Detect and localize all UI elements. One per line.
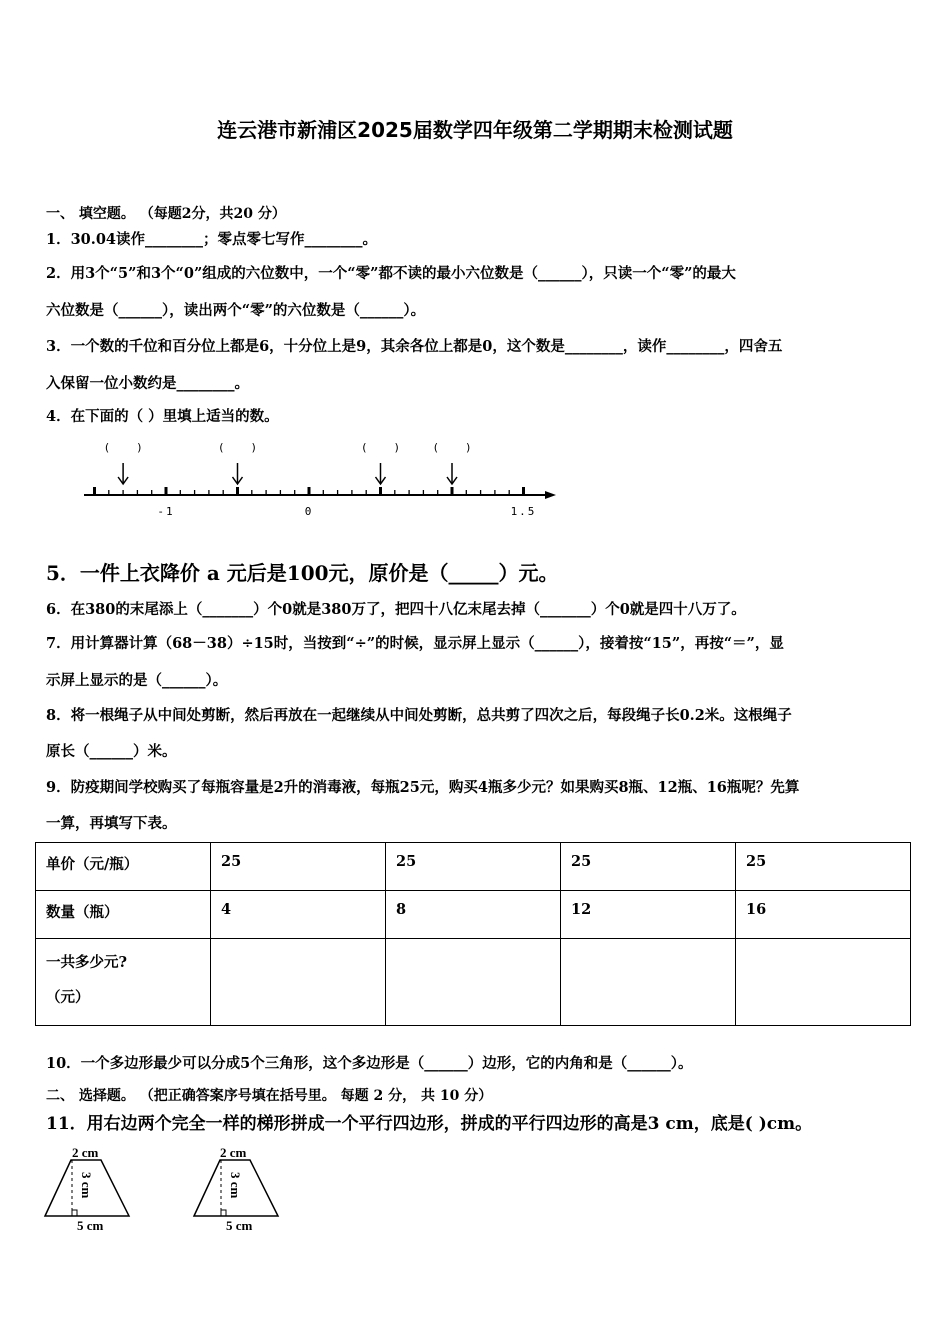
table-cell: 25 — [221, 853, 242, 870]
answer-blank: ( ) — [219, 441, 256, 454]
question-7-line-1: 7．用计算器计算（68－38）÷15时，当按到“÷”的时候，显示屏上显示（______），接着按“15”，再按“＝”，显 — [46, 635, 784, 652]
tick-label: 0 — [304, 505, 314, 518]
answer-blank: ( ) — [362, 441, 399, 454]
top-label: 2 cm — [72, 1145, 99, 1160]
table-row — [36, 939, 911, 1026]
question-4: 4．在下面的（ ）里填上适当的数。 — [46, 408, 279, 425]
top-label: 2 cm — [220, 1145, 247, 1160]
question-5: 5．一件上衣降价 a 元后是100元，原价是（_____）元。 — [46, 561, 559, 585]
question-10: 10．一个多边形最少可以分成5个三角形，这个多边形是（______）边形，它的内角和是（______）。 — [46, 1055, 693, 1072]
table-cell: 25 — [571, 853, 592, 870]
page-title: 连云港市新浦区2025届数学四年级第二学期期末检测试题 — [217, 118, 733, 142]
question-2-line-1: 2．用3个“5”和3个“0”组成的六位数中，一个“零”都不读的最小六位数是（______），只读一个“零”的最大 — [46, 265, 736, 282]
answer-cell[interactable] — [386, 939, 561, 1026]
height-label: 3 cm — [228, 1172, 243, 1199]
answer-blank: ( ) — [433, 441, 471, 454]
bottom-label: 5 cm — [77, 1218, 104, 1233]
trapezoid-figures — [30, 1140, 330, 1240]
price-table — [35, 842, 911, 1026]
section-2-heading: 二、 选择题。 （把正确答案序号填在括号里。 每题 2 分， 共 10 分） — [46, 1088, 493, 1104]
answer-cell[interactable] — [211, 939, 386, 1026]
table-cell: 25 — [746, 853, 767, 870]
question-2-line-2: 六位数是（______），读出两个“零”的六位数是（______）。 — [46, 302, 426, 319]
table-cell: 12 — [571, 901, 592, 918]
table-cell: 数量（瓶） — [46, 904, 119, 921]
number-line — [0, 435, 950, 525]
table-cell: 4 — [221, 901, 232, 918]
question-6: 6．在380的末尾添上（_______）个0就是380万了，把四十八亿末尾去掉（_______）个0就是四十八万了。 — [46, 601, 746, 618]
answer-cell[interactable] — [736, 939, 911, 1026]
table-cell: 一共多少元? — [46, 954, 127, 971]
section-1-heading: 一、 填空题。 （每题2分，共20 分） — [46, 206, 286, 222]
table-cell: 25 — [396, 853, 417, 870]
trapezoid-1 — [45, 1145, 129, 1233]
question-1: 1．30.04读作________；零点零七写作________。 — [46, 231, 377, 248]
tick-label: 1.5 — [510, 505, 537, 518]
question-8-line-1: 8．将一根绳子从中间处剪断，然后再放在一起继续从中间处剪断，总共剪了四次之后，每段绳子长0.2米。这根绳子 — [46, 707, 792, 724]
table-cell: 8 — [396, 901, 407, 918]
question-8-line-2: 原长（______）米。 — [46, 743, 177, 760]
table-cell: 16 — [746, 901, 767, 918]
table-cell: （元） — [46, 989, 90, 1006]
table-row — [36, 843, 911, 891]
table-cell: 单价（元/瓶） — [46, 856, 139, 873]
question-9-line-1: 9．防疫期间学校购买了每瓶容量是2升的消毒液，每瓶25元，购买4瓶多少元？如果购买8瓶、12瓶、16瓶呢？先算 — [46, 779, 800, 796]
height-label: 3 cm — [79, 1172, 94, 1199]
bottom-label: 5 cm — [226, 1218, 253, 1233]
trapezoid-2 — [194, 1145, 278, 1233]
question-7-line-2: 示屏上显示的是（______）。 — [46, 672, 228, 689]
answer-cell[interactable] — [561, 939, 736, 1026]
question-3-line-2: 入保留一位小数约是________。 — [46, 375, 249, 392]
question-3-line-1: 3．一个数的千位和百分位上都是6，十分位上是9，其余各位上都是0，这个数是________，读作________，四舍五 — [46, 338, 783, 355]
question-9-line-2: 一算，再填写下表。 — [46, 815, 177, 832]
answer-blank: ( ) — [104, 441, 142, 454]
tick-label: -1 — [157, 505, 175, 518]
axis-arrowhead — [545, 491, 556, 499]
question-11: 11．用右边两个完全一样的梯形拼成一个平行四边形，拼成的平行四边形的高是3 cm，底是( )cm。 — [46, 1114, 813, 1134]
table-row — [36, 891, 911, 939]
